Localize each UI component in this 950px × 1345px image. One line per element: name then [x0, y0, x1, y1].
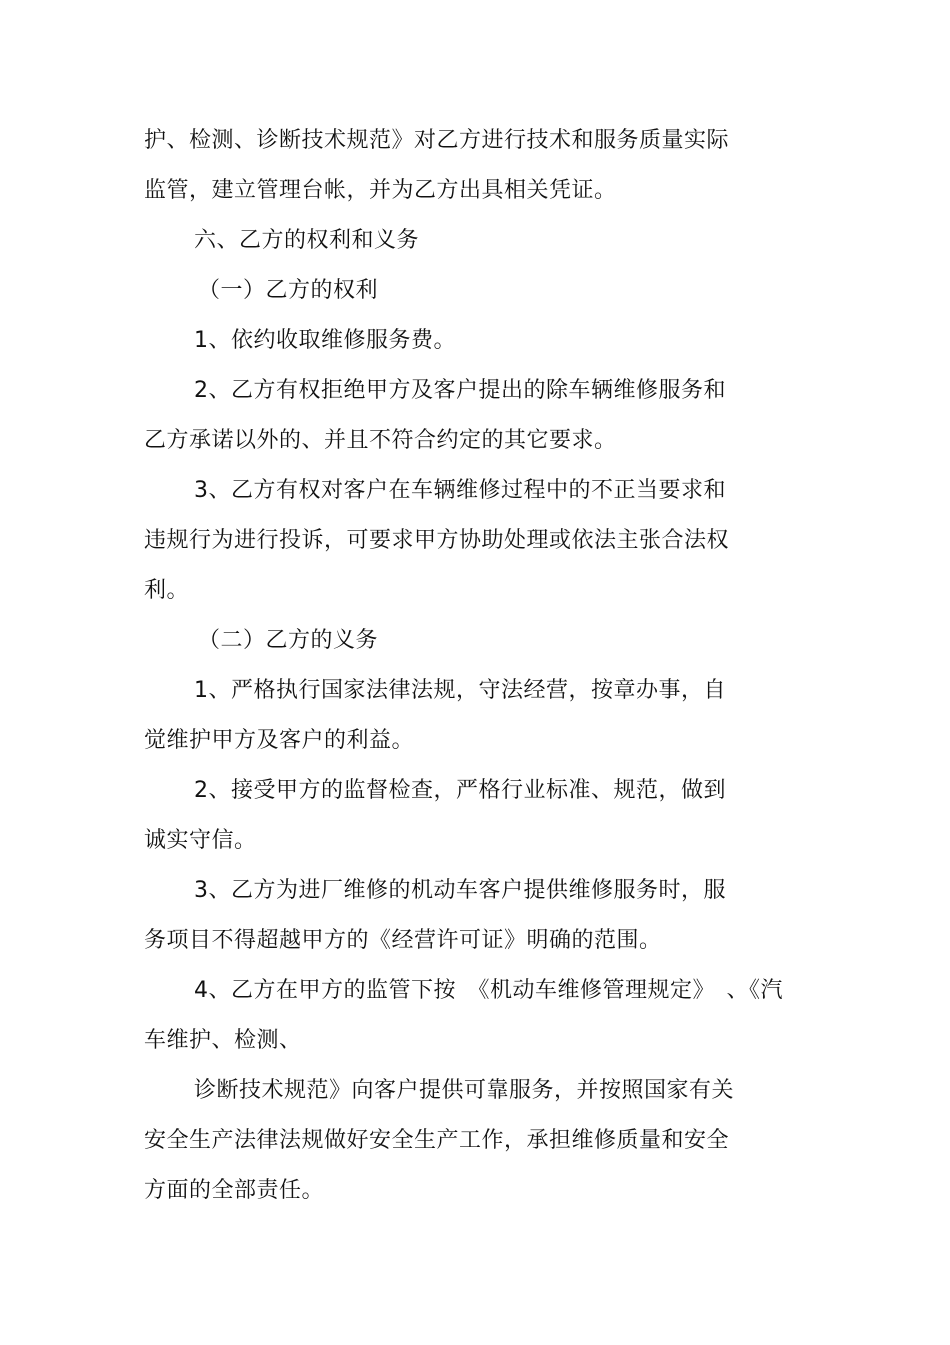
text-line: 1、严格执行国家法律法规，守法经营，按章办事，自: [194, 678, 726, 703]
text-line: 1、依约收取维修服务费。: [194, 328, 456, 353]
text-line: 利。: [144, 578, 190, 603]
text-line: 诊断技术规范》向客户提供可靠服务，并按照国家有关: [194, 1078, 735, 1103]
text-line: 2、接受甲方的监督检查，严格行业标准、规范，做到: [194, 778, 726, 803]
text-line: 车维护、检测、: [144, 1028, 302, 1053]
text-line: 3、乙方为进厂维修的机动车客户提供维修服务时，服: [194, 878, 726, 903]
subsection-heading: （二）乙方的义务: [198, 628, 379, 653]
text-line: 乙方承诺以外的、并且不符合约定的其它要求。: [144, 428, 617, 453]
text-line: 2、乙方有权拒绝甲方及客户提出的除车辆维修服务和: [194, 378, 726, 403]
subsection-heading: （一）乙方的权利: [198, 278, 379, 303]
text-line: 违规行为进行投诉，可要求甲方协助处理或依法主张合法权: [144, 528, 730, 553]
text-line: 监管，建立管理台帐，并为乙方出具相关凭证。: [144, 178, 617, 203]
text-line: 护、检测、诊断技术规范》对乙方进行技术和服务质量实际: [144, 128, 730, 153]
section-heading: 六、乙方的权利和义务: [194, 228, 420, 253]
text-line: 方面的全部责任。: [144, 1178, 325, 1203]
text-line: 4、乙方在甲方的监管下按 《机动车维修管理规定》 、《汽: [194, 978, 783, 1003]
text-line: 务项目不得超越甲方的《经营许可证》明确的范围。: [144, 928, 662, 953]
text-line: 觉维护甲方及客户的利益。: [144, 728, 415, 753]
text-line: 诚实守信。: [144, 828, 257, 853]
text-line: 安全生产法律法规做好安全生产工作，承担维修质量和安全: [144, 1128, 730, 1153]
text-line: 3、乙方有权对客户在车辆维修过程中的不正当要求和: [194, 478, 726, 503]
